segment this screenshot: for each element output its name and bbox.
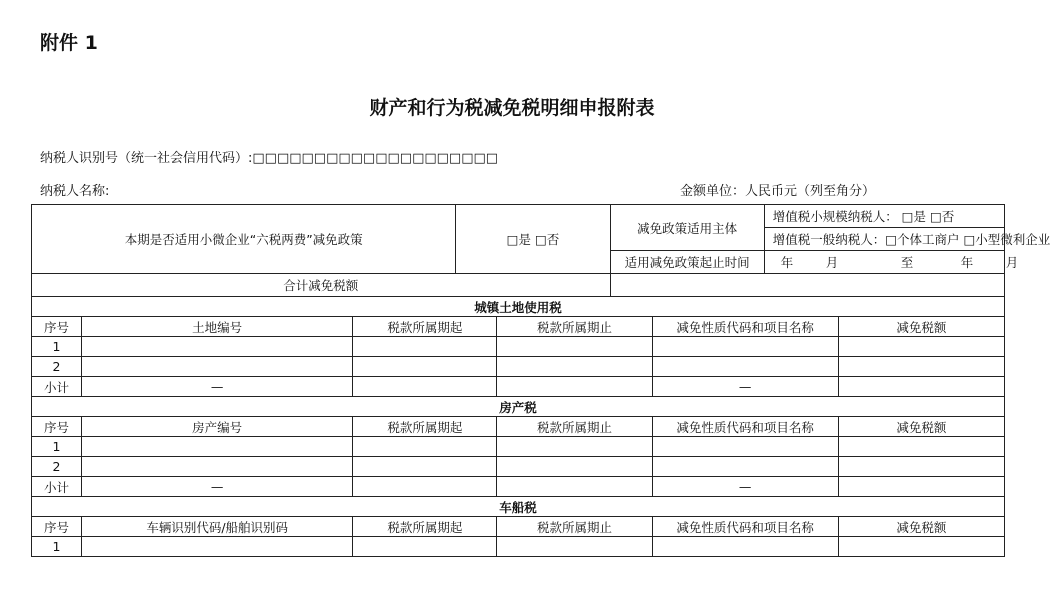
taxpayer-id-boxes[interactable]: □□□□□□□□□□□□□□□□□□□□ [252,151,499,166]
column-header: 减免性质代码和项目名称 [652,517,838,537]
input-cell[interactable] [497,357,652,377]
section-title-row [32,397,1005,417]
column-header: 房产编号 [82,417,353,437]
taxpayer-id-label: 纳税人识别号（统一社会信用代码）: [40,151,253,166]
column-header: 车辆识别代码/船舶识别码 [82,517,353,537]
period-to-month: 月 [1005,255,1019,270]
subtotal-label: 小计 [32,477,82,497]
column-header: 减免性质代码和项目名称 [652,417,838,437]
table-row [32,457,1005,477]
period-from-month: 月 [825,255,839,270]
input-cell[interactable] [838,457,1004,477]
row-number: 1 [32,537,82,557]
taxpayer-name-label: 纳税人名称: [40,184,110,199]
input-cell[interactable] [82,457,353,477]
input-cell[interactable] [652,457,838,477]
policy-period-label: 适用减免政策起止时间 [610,251,764,274]
input-cell[interactable] [353,357,497,377]
policy-period-value[interactable] [764,251,1019,274]
amount-unit-label: 金额单位：人民币元（列至角分） [680,184,876,199]
column-header: 减免税额 [838,517,1004,537]
column-header: 序号 [32,417,82,437]
row-number: 2 [32,357,82,377]
total-relief-value[interactable] [610,274,1004,297]
table-row [32,357,1005,377]
section-header-row [32,517,1005,537]
column-header: 税款所属期止 [497,517,652,537]
input-cell[interactable] [82,337,353,357]
input-cell[interactable] [353,337,497,357]
small-biz-question: 本期是否适用小微企业“六税两费”减免政策 [32,205,456,274]
input-cell[interactable] [497,337,652,357]
input-cell[interactable] [838,437,1004,457]
dash-placeholder: — [652,377,838,397]
column-header: 减免税额 [838,317,1004,337]
section-header-row [32,317,1005,337]
section-title-row [32,497,1005,517]
table-row [32,337,1005,357]
subtotal-label: 小计 [32,377,82,397]
subtotal-row [32,477,1005,497]
input-cell[interactable] [838,477,1004,497]
input-cell[interactable] [838,377,1004,397]
input-cell[interactable] [652,437,838,457]
dash-placeholder: — [82,377,353,397]
input-cell[interactable] [497,437,652,457]
input-cell[interactable] [497,457,652,477]
section-header-row [32,417,1005,437]
input-cell [353,377,497,397]
section-title: 房产税 [32,397,1005,417]
column-header: 税款所属期止 [497,317,652,337]
column-header: 减免性质代码和项目名称 [652,317,838,337]
column-header: 土地编号 [82,317,353,337]
period-from-year: 年 [780,255,794,270]
section-title-row [32,297,1005,317]
table-row [32,437,1005,457]
table-row [32,537,1005,557]
small-biz-yes-no[interactable]: □是 □否 [456,205,610,274]
column-header: 税款所属期起 [353,317,497,337]
subtotal-row [32,377,1005,397]
column-header: 序号 [32,317,82,337]
general-vat-option[interactable]: 增值税一般纳税人：□个体工商户 □小型微利企业 [764,228,1004,251]
column-header: 序号 [32,517,82,537]
input-cell[interactable] [82,537,353,557]
section-title: 城镇土地使用税 [32,297,1005,317]
input-cell[interactable] [838,337,1004,357]
input-cell[interactable] [652,337,838,357]
input-cell[interactable] [353,537,497,557]
column-header: 税款所属期起 [353,517,497,537]
period-to-year: 年 [960,255,974,270]
input-cell [353,477,497,497]
input-cell[interactable] [652,357,838,377]
section-title: 车船税 [32,497,1005,517]
input-cell[interactable] [82,437,353,457]
input-cell[interactable] [838,537,1004,557]
input-cell [497,377,652,397]
input-cell[interactable] [838,357,1004,377]
input-cell[interactable] [652,537,838,557]
column-header: 减免税额 [838,417,1004,437]
row-number: 1 [32,337,82,357]
input-cell[interactable] [353,437,497,457]
input-cell[interactable] [353,457,497,477]
page-title: 财产和行为税减免税明细申报附表 [369,97,655,119]
taxpayer-id-line [40,147,498,166]
small-scale-vat-option[interactable]: 增值税小规模纳税人： □是 □否 [764,205,1004,228]
period-to: 至 [900,255,914,270]
total-relief-label: 合计减免税额 [32,274,611,297]
row-number: 2 [32,457,82,477]
dash-placeholder: — [652,477,838,497]
row-number: 1 [32,437,82,457]
column-header: 税款所属期起 [353,417,497,437]
policy-subject-label: 减免政策适用主体 [610,205,764,251]
input-cell[interactable] [497,537,652,557]
column-header: 税款所属期止 [497,417,652,437]
dash-placeholder: — [82,477,353,497]
relief-detail-table [31,204,1050,557]
input-cell[interactable] [82,357,353,377]
attachment-label: 附件 1 [40,32,98,54]
input-cell [497,477,652,497]
